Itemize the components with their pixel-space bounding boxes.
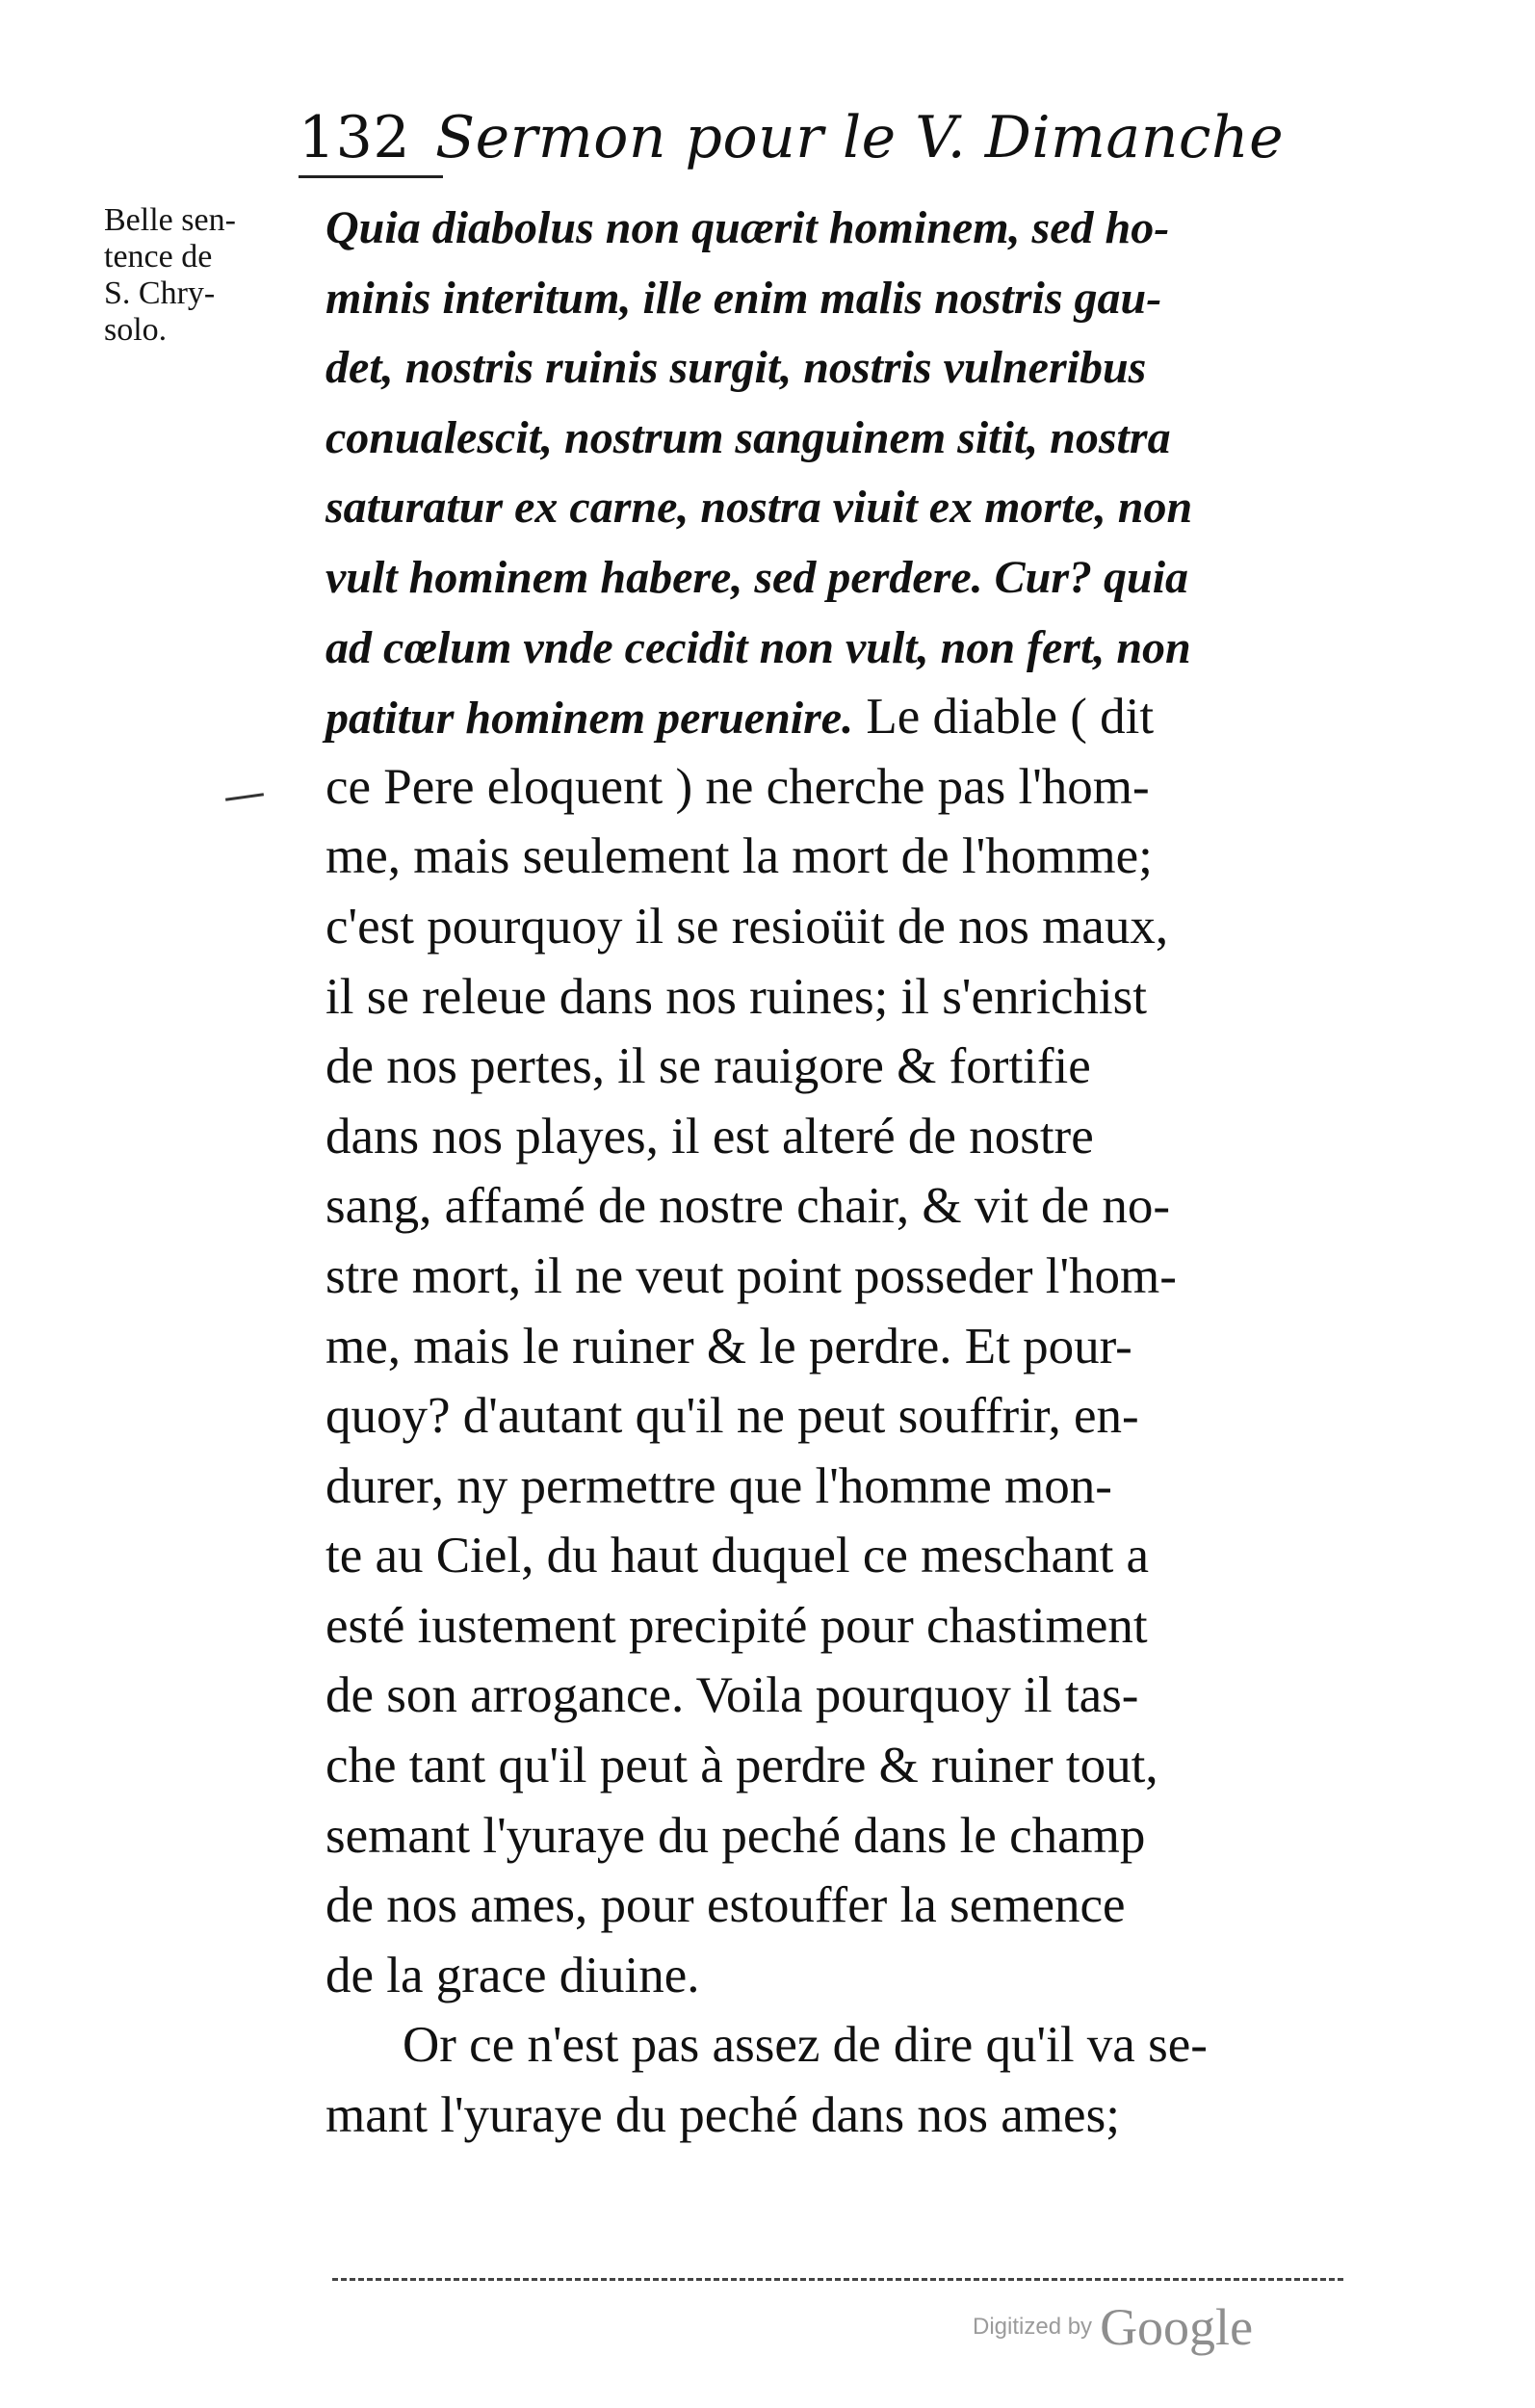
text-line-content: Quia diabolus non quærit hominem, sed ho- xyxy=(325,202,1170,253)
text-line-content: patitur hominem peruenire. xyxy=(325,693,854,745)
text-line xyxy=(325,1102,1366,1172)
margin-note-line: Belle sen- xyxy=(104,202,236,238)
text-line xyxy=(325,332,1366,403)
text-line xyxy=(325,1381,1366,1452)
footer-rule xyxy=(332,2278,1343,2281)
text-line-content: mant l'yuraye du peché dans nos ames; xyxy=(325,2087,1120,2144)
text-line-content: quoy? d'autant qu'il ne peut souffrir, en- xyxy=(325,1388,1139,1445)
text-line xyxy=(325,1242,1366,1312)
text-line-content: de son arrogance. Voila pourquoy il tas- xyxy=(325,1667,1139,1724)
text-line-content: me, mais le ruiner & le perdre. Et pour- xyxy=(325,1318,1132,1374)
text-line xyxy=(325,263,1366,333)
text-line xyxy=(325,962,1366,1033)
text-line xyxy=(325,1731,1366,1801)
text-line xyxy=(325,2010,1366,2081)
margin-note-line: tence de xyxy=(104,239,213,275)
text-line-content: c'est pourquoy il se resioüit de nos maux, xyxy=(325,898,1169,955)
text-line-content: de la grace diuine. xyxy=(325,1947,700,2003)
text-line-content: il se releue dans nos ruines; il s'enrichist xyxy=(325,968,1147,1025)
text-line-tail: Le diable ( dit xyxy=(853,689,1155,746)
text-line-content: stre mort, il ne veut point posseder l'hom- xyxy=(325,1247,1177,1304)
text-line xyxy=(325,403,1366,473)
text-line-content: de nos ames, pour estouffer la semence xyxy=(325,1877,1126,1934)
text-line xyxy=(325,613,1366,683)
margin-note-line: S. Chry- xyxy=(104,275,216,311)
text-line xyxy=(325,1801,1366,1871)
text-line-content: conualescit, nostrum sanguinem sitit, nostra xyxy=(325,411,1171,463)
text-line-content: saturatur ex carne, nostra viuit ex morte, non xyxy=(325,482,1193,534)
text-line-content: dans nos playes, il est alteré de nostre xyxy=(325,1108,1094,1165)
text-line xyxy=(325,1312,1366,1382)
text-line xyxy=(325,822,1366,892)
margin-dash-mark xyxy=(225,793,264,801)
text-line-content: Or ce n'est pas assez de dire qu'il va se- xyxy=(403,2017,1208,2074)
text-line-content: sang, affamé de nostre chair, & vit de no- xyxy=(325,1178,1170,1235)
text-line-content: ad cœlum vnde cecidit non vult, non fert, non xyxy=(325,621,1191,673)
text-line xyxy=(325,193,1366,263)
text-line xyxy=(325,1521,1366,1591)
page-number: 132 xyxy=(299,104,411,171)
text-line xyxy=(325,1591,1366,1662)
text-line-content: det, nostris ruinis surgit, nostris vulneribus xyxy=(325,342,1147,394)
text-line-content: esté iustement precipité pour chastiment xyxy=(325,1597,1148,1654)
header-underline xyxy=(299,175,443,178)
text-line xyxy=(325,752,1366,823)
text-line-content: ce Pere eloquent ) ne cherche pas l'hom- xyxy=(325,758,1150,815)
text-line xyxy=(325,1452,1366,1522)
text-line-content: che tant qu'il peut à perdre & ruiner tout, xyxy=(325,1738,1158,1794)
body-text xyxy=(325,193,1366,2151)
running-title: Sermon pour le V. Dimanche xyxy=(435,104,1285,171)
text-line xyxy=(325,892,1366,962)
text-line-content: te au Ciel, du haut duquel ce meschant a xyxy=(325,1528,1150,1584)
text-line xyxy=(325,2081,1366,2151)
text-line-content: vult hominem habere, sed perdere. Cur? quia xyxy=(325,551,1189,603)
text-line xyxy=(325,1032,1366,1102)
margin-note xyxy=(104,202,297,349)
watermark-prefix: Digitized by xyxy=(973,2314,1093,2340)
text-line xyxy=(325,1871,1366,1941)
margin-note-line: solo. xyxy=(104,312,168,348)
text-line-content: semant l'yuraye du peché dans le champ xyxy=(325,1807,1146,1864)
text-line-content: minis interitum, ille enim malis nostris gau- xyxy=(325,272,1162,324)
digitized-watermark xyxy=(973,2297,1253,2357)
text-line xyxy=(325,682,1366,752)
text-line-content: de nos pertes, il se rauigore & fortifie xyxy=(325,1038,1091,1095)
running-header xyxy=(299,104,1284,171)
text-line xyxy=(325,1941,1366,2011)
text-line xyxy=(325,542,1366,613)
text-line xyxy=(325,472,1366,542)
text-line-content: me, mais seulement la mort de l'homme; xyxy=(325,828,1153,885)
google-logo: Google xyxy=(1100,2298,1254,2356)
text-line xyxy=(325,1661,1366,1731)
text-line xyxy=(325,1171,1366,1242)
text-line-content: durer, ny permettre que l'homme mon- xyxy=(325,1457,1112,1514)
